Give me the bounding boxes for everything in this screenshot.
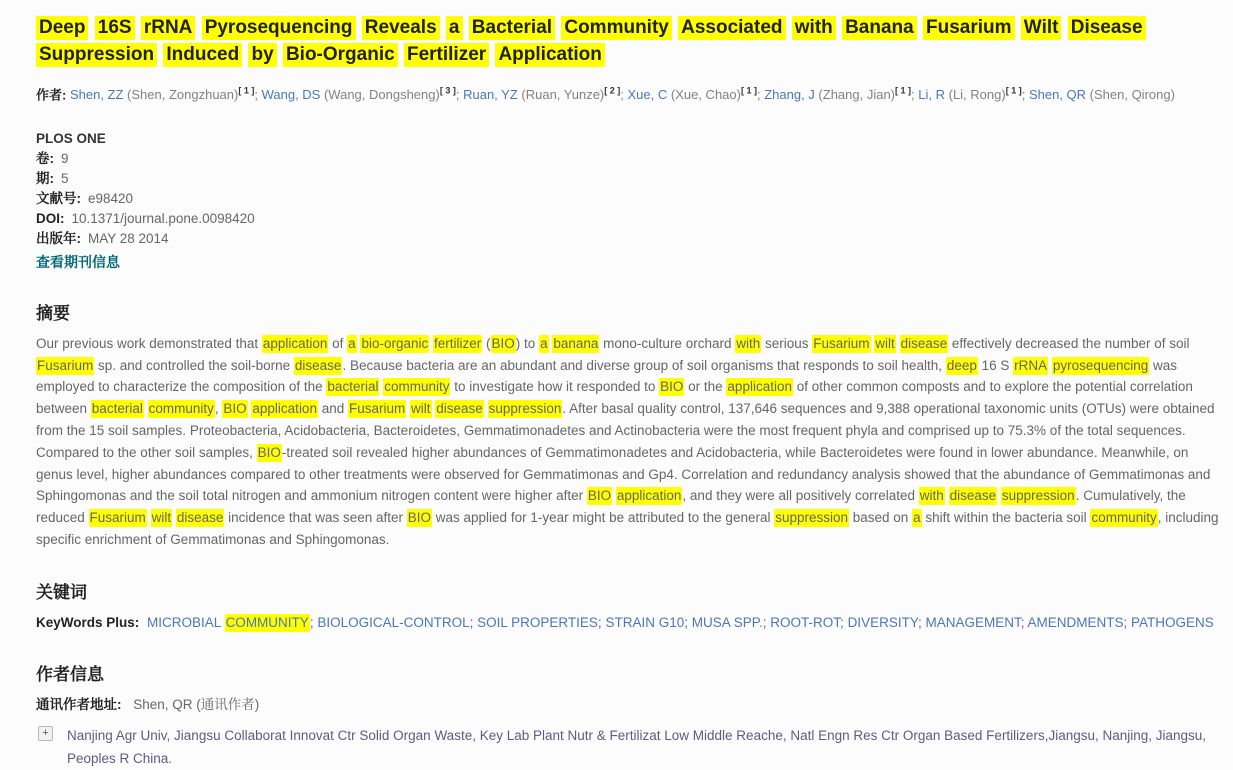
title-highlighted-word: by (248, 43, 276, 67)
title-highlighted-word: Associated (678, 16, 785, 40)
title-highlighted-word: Disease (1068, 16, 1146, 40)
author-link[interactable]: Shen, QR (1028, 87, 1087, 103)
journal-fields (36, 149, 1223, 249)
journal-meta-row (36, 209, 1223, 229)
title-highlighted-word: Reveals (362, 16, 440, 40)
author-link[interactable]: Xue, C (627, 87, 668, 103)
keyword-link[interactable]: MICROBIAL COMMUNITY (147, 614, 309, 630)
authors-label: 作者: (36, 87, 67, 103)
keyword-separator: ; (1020, 614, 1028, 630)
journal-meta-value: 5 (61, 170, 69, 186)
abstract-highlighted-term: Fusarium (813, 335, 870, 351)
keyword-separator: ; (917, 614, 926, 630)
author-separator: ; (756, 87, 765, 103)
expand-address-button[interactable]: + (38, 726, 53, 741)
author-affiliation-superscript: [ 1 ] (895, 85, 912, 96)
journal-meta-label: DOI: (36, 210, 65, 226)
abstract-highlighted-term: application (262, 335, 328, 351)
keyword-link[interactable]: BIOLOGICAL-CONTROL (317, 614, 470, 630)
author-affiliation-superscript: [ 2 ] (604, 85, 621, 96)
title-highlighted-word: Fertilizer (404, 43, 489, 67)
journal-meta-value: 9 (61, 150, 69, 166)
abstract-highlighted-term: BIO (257, 444, 281, 460)
author-info-heading: 作者信息 (36, 664, 104, 684)
journal-meta-value: MAY 28 2014 (88, 230, 169, 246)
abstract-highlighted-term: disease (900, 335, 948, 351)
abstract-highlighted-term: wilt (875, 335, 895, 351)
view-journal-info-link[interactable]: 查看期刊信息 (36, 253, 120, 270)
title-highlighted-word: Pyrosequencing (202, 16, 356, 40)
abstract-highlighted-term: wilt (151, 510, 172, 526)
abstract-highlighted-term: pyrosequencing (1052, 357, 1149, 373)
keywords-list (147, 614, 1214, 632)
abstract-highlighted-term: community (1091, 510, 1157, 526)
author-separator: ; (455, 87, 464, 103)
abstract-highlighted-term: Fusarium (37, 357, 94, 373)
journal-meta-row (36, 189, 1223, 209)
abstract-highlighted-term: a (348, 335, 356, 351)
abstract-heading: 摘要 (36, 303, 70, 323)
abstract-highlighted-term: BIO (491, 335, 515, 351)
article-title (36, 15, 1221, 69)
abstract-highlighted-term: wilt (411, 401, 431, 417)
corresponding-author-line (36, 694, 1223, 715)
author-separator: ; (620, 87, 628, 103)
corresponding-address-label: 通讯作者地址: (36, 696, 122, 712)
abstract-highlighted-term: application (616, 488, 682, 504)
keyword-link[interactable]: STRAIN G10 (605, 614, 685, 630)
author-separator: ; (1021, 87, 1029, 103)
author-affiliation-superscript: [ 1 ] (740, 85, 757, 96)
keyword-separator: ; (840, 614, 848, 630)
address-link[interactable]: Nanjing Agr Univ, Jiangsu Collaborat Innovat Ctr Solid Organ Waste, Key Lab Plant Nutr & Fertilizat Low Middle Reache, Natl Engn Res Ctr Organ Based Fertilizers,Jiangsu, Nanjing, Jiangsu, Peoples R China. (67, 727, 1207, 766)
abstract-highlighted-term: bio-organic (361, 335, 429, 351)
author-link[interactable]: Shen, ZZ (69, 87, 124, 103)
abstract-highlighted-term: BIO (407, 510, 432, 526)
abstract-highlighted-term: BIO (223, 401, 247, 417)
author-affiliation-superscript: [ 1 ] (238, 85, 255, 96)
keyword-separator: ; (597, 614, 606, 630)
abstract-highlighted-term: application (252, 401, 317, 417)
keywords-plus-label: KeyWords Plus: (36, 614, 140, 630)
keyword-link[interactable]: MUSA SPP. (691, 614, 763, 630)
abstract-highlighted-term: rRNA (1014, 357, 1048, 373)
keywords-line (36, 612, 1223, 633)
author-separator: ; (911, 87, 919, 103)
title-highlighted-word: Community (561, 16, 672, 40)
abstract-highlighted-term: bacterial (91, 401, 143, 417)
abstract-highlighted-term: community (384, 379, 450, 395)
abstract-highlighted-term: Fusarium (348, 401, 406, 417)
abstract-highlighted-term: with (736, 335, 761, 351)
journal-meta-row (36, 169, 1223, 189)
abstract-highlighted-term: community (148, 401, 214, 417)
journal-block (36, 129, 1223, 272)
journal-name: PLOS ONE (36, 130, 106, 146)
abstract-highlighted-term: BIO (660, 379, 684, 395)
journal-meta-value: 10.1371/journal.pone.0098420 (71, 210, 255, 226)
keyword-link[interactable]: DIVERSITY (847, 614, 918, 630)
abstract-highlighted-term: suppression (488, 401, 562, 417)
author-full-name: (Li, Rong) (945, 87, 1006, 103)
abstract-highlighted-term: application (727, 379, 792, 395)
author-full-name: (Wang, Dongsheng) (320, 87, 440, 103)
journal-meta-label: 出版年: (36, 230, 81, 246)
abstract-highlighted-term: suppression (775, 510, 849, 526)
authors-list (70, 87, 1175, 102)
author-full-name: (Ruan, Yunze) (517, 87, 605, 103)
keyword-link[interactable]: PATHOGENS (1131, 614, 1214, 630)
author-affiliation-superscript: [ 3 ] (439, 85, 456, 96)
journal-meta-label: 卷: (36, 150, 54, 166)
author-full-name: (Xue, Chao) (667, 87, 741, 103)
author-link[interactable]: Wang, DS (261, 87, 321, 103)
author-link[interactable]: Ruan, YZ (463, 87, 518, 103)
title-highlighted-word: a (446, 16, 463, 40)
title-highlighted-word: Banana (842, 16, 917, 40)
title-highlighted-word: 16S (95, 16, 135, 40)
title-highlighted-word: Bacterial (469, 16, 555, 40)
keyword-link[interactable]: AMENDMENTS (1027, 614, 1124, 630)
abstract-highlighted-term: a (540, 335, 548, 351)
authors-line (36, 85, 1223, 105)
author-full-name: (Shen, Zongzhuan) (123, 87, 239, 103)
keyword-separator: ; (1123, 614, 1132, 630)
abstract-highlighted-term: banana (553, 335, 599, 351)
abstract-highlighted-term: fertilizer (434, 335, 482, 351)
keyword-link[interactable]: SOIL PROPERTIES (477, 614, 598, 630)
keyword-separator: ; (684, 614, 692, 630)
corresponding-author-value: Shen, QR (通讯作者) (133, 696, 260, 712)
author-link[interactable]: Zhang, J (764, 87, 815, 103)
abstract-highlighted-term: a (913, 510, 921, 526)
keyword-separator: ; (762, 614, 771, 630)
author-separator: ; (254, 87, 262, 103)
title-highlighted-word: rRNA (141, 16, 196, 40)
abstract-highlighted-term: disease (294, 357, 342, 373)
abstract-highlighted-term: with (919, 488, 944, 504)
abstract-text: Our previous work demonstrated that application of a bio-organic fertilizer (BIO) to a banana mono-culture orchard with serious Fusarium wilt disease effectively decreased the number of soil Fusarium sp. and controlled the soil-borne disease. Because bacteria are an abundant and diverse group of soil organisms that responds to soil health, deep 16 S rRNA pyrosequencing was employed to characterize the composition of the bacterial community to investigate how it responded to BIO or the application of other common composts and to explore the potential correlation between bacterial community, BIO application and Fusarium wilt disease suppression. After basal quality control, 137,646 sequences and 9,388 operational taxonomic units (OTUs) were obtained from the 15 soil samples. Proteobacteria, Acidobacteria, Bacteroidetes, Gemmatimonadetes and Actinobacteria were the most frequent phyla and comprised up to 75.3% of the total sequences. Compared to the other soil samples, BIO-treated soil revealed higher abundances of Gemmatimonadetes and Acidobacteria, while Bacteroidetes were found in lower abundance. Meanwhile, on genus level, higher abundances compared to other treatments were observed for Gemmatimonas and Gp4. Correlation and redundancy analysis showed that the abundance of Gemmatimonas and Sphingomonas and the soil total nitrogen and ammonium nitrogen content were higher after BIO application, and they were all positively correlated with disease suppression. Cumulatively, the reduced Fusarium wilt disease incidence that was seen after BIO was applied for 1-year might be attributed to the general suppression based on a shift within the bacteria soil community, including specific enrichment of Gemmatimonas and Sphingomonas. (36, 335, 1219, 547)
title-highlighted-word: Suppression (36, 43, 157, 67)
title-highlighted-word: Fusarium (923, 16, 1015, 40)
keyword-link[interactable]: MANAGEMENT (925, 614, 1021, 630)
abstract-highlighted-term: BIO (587, 488, 612, 504)
abstract-highlighted-term: disease (176, 510, 224, 526)
keywords-heading: 关键词 (36, 582, 87, 602)
author-full-name: (Shen, Qirong) (1086, 87, 1175, 103)
abstract-highlighted-term: disease (436, 401, 483, 417)
author-link[interactable]: Li, R (918, 87, 945, 103)
address-row (36, 724, 1223, 770)
keyword-separator: ; (309, 614, 318, 630)
journal-meta-label: 文献号: (36, 190, 81, 206)
abstract-highlighted-term: suppression (1001, 488, 1075, 504)
keyword-separator: ; (469, 614, 478, 630)
abstract-highlighted-term: deep (946, 357, 977, 373)
author-full-name: (Zhang, Jian) (814, 87, 896, 103)
title-highlighted-word: Wilt (1021, 16, 1062, 40)
journal-meta-value: e98420 (88, 190, 134, 206)
journal-meta-label: 期: (36, 170, 54, 186)
title-highlighted-word: Application (495, 43, 604, 67)
title-highlighted-word: Induced (163, 43, 242, 67)
journal-meta-row (36, 149, 1223, 169)
title-highlighted-word: with (792, 16, 836, 40)
abstract-highlighted-term: disease (949, 488, 997, 504)
keyword-highlighted-term: COMMUNITY (225, 614, 309, 630)
journal-meta-row (36, 229, 1223, 249)
title-highlighted-word: Bio-Organic (283, 43, 398, 67)
author-affiliation-superscript: [ 1 ] (1005, 85, 1022, 96)
abstract-highlighted-term: Fusarium (89, 510, 146, 526)
title-highlighted-word: Deep (36, 16, 88, 40)
keyword-link[interactable]: ROOT-ROT (770, 614, 841, 630)
abstract-highlighted-term: bacterial (327, 379, 379, 395)
